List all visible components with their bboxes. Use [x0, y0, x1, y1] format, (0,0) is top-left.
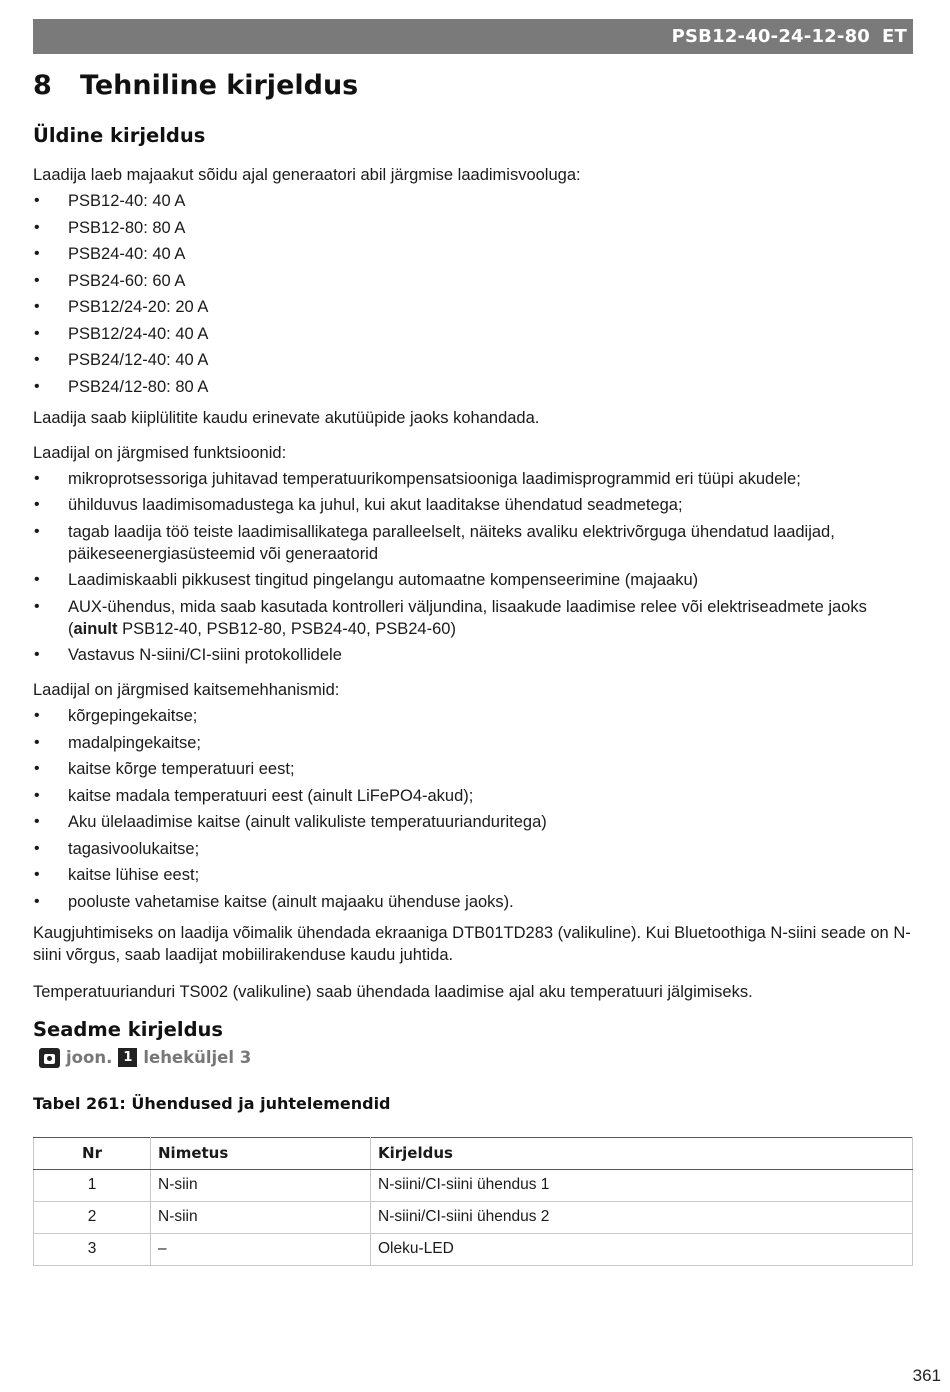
figure-number-badge: 1	[118, 1048, 137, 1067]
list-item: • PSB24-60: 60 A	[33, 270, 915, 292]
table-row	[34, 1233, 913, 1265]
list-item: • PSB24/12-80: 80 A	[33, 376, 915, 398]
column-header-nr: Nr	[34, 1137, 151, 1169]
figref-joon: joon.	[66, 1048, 113, 1067]
general-intro: Laadija laeb majaakut sõidu ajal generaatori abil järgmise laadimisvooluga:	[33, 166, 581, 184]
page-content	[33, 66, 915, 1266]
cell-name: –	[151, 1233, 371, 1265]
list-item: • kaitse madala temperatuuri eest (ainult LiFePO4-akud);	[33, 785, 915, 807]
cell-nr: 3	[34, 1233, 151, 1265]
cell-description: N-siini/CI-siini ühendus 1	[371, 1169, 913, 1201]
list-item: • madalpingekaitse;	[33, 732, 915, 754]
device-heading: Seadme kirjeldus	[33, 1017, 224, 1041]
list-item: • PSB12-80: 80 A	[33, 217, 915, 239]
aux-text: AUX-ühendus, mida saab kasutada kontrolleri väljundina, lisaakude laadimise relee või elektriseadmete jaoks (	[68, 597, 867, 638]
list-item: • PSB12/24-40: 40 A	[33, 323, 915, 345]
sensor-paragraph: Temperatuurianduri TS002 (valikuline) saab ühendada laadimise ajal aku temperatuuri jälgimiseks.	[33, 982, 753, 1001]
list-item: • mikroprotsessoriga juhitavad temperatuurikompensatsiooniga laadimisprogrammid eri tüüpi akudele;	[33, 468, 915, 490]
list-item: • PSB24-40: 40 A	[33, 243, 915, 265]
remote-paragraph: Kaugjuhtimiseks on laadija võimalik ühendada ekraaniga DTB01TD283 (valikuline). Kui Bluetoothiga N-siini seade on N-siini võrgus, saab laadijat mobiilirakenduse kaudu juhtida.	[33, 923, 911, 964]
list-item: • kaitse lühise eest;	[33, 864, 915, 886]
chapter-title-text: Tehniline kirjeldus	[80, 70, 359, 101]
table-row	[34, 1169, 913, 1201]
list-item: • PSB12/24-20: 20 A	[33, 296, 915, 318]
chapter-title	[33, 66, 915, 106]
list-item-aux	[33, 596, 915, 640]
header-model: PSB12-40-24-12-80	[671, 26, 871, 47]
list-item: • tagasivoolukaitse;	[33, 838, 915, 860]
table-caption: Tabel 261: Ühendused ja juhtelemendid	[33, 1093, 391, 1113]
functions-list	[33, 468, 915, 667]
list-item: • kaitse kõrge temperatuuri eest;	[33, 758, 915, 780]
cell-description: N-siini/CI-siini ühendus 2	[371, 1201, 913, 1233]
list-item: • ühilduvus laadimisomadustega ka juhul, kui akut laaditakse ühendatud seadmetega;	[33, 494, 915, 516]
current-list	[33, 190, 915, 398]
figref-page: leheküljel 3	[143, 1048, 252, 1067]
column-header-description: Kirjeldus	[371, 1137, 913, 1169]
table-header-row	[34, 1137, 913, 1169]
protection-list	[33, 705, 915, 913]
figure-reference[interactable]	[39, 1048, 915, 1068]
list-item: • Aku ülelaadimise kaitse (ainult valikuliste temperatuurianduritega)	[33, 811, 915, 833]
connections-table	[33, 1137, 913, 1266]
list-item: • pooluste vahetamise kaitse (ainult majaaku ühenduse jaoks).	[33, 891, 915, 913]
page-number: 361	[912, 1366, 941, 1385]
chapter-number: 8	[33, 70, 52, 101]
list-item: • PSB24/12-40: 40 A	[33, 349, 915, 371]
cell-nr: 1	[34, 1169, 151, 1201]
cell-name: N-siin	[151, 1201, 371, 1233]
list-item: • PSB12-40: 40 A	[33, 190, 915, 212]
column-header-name: Nimetus	[151, 1137, 371, 1169]
general-heading: Üldine kirjeldus	[33, 124, 206, 147]
aux-models: PSB12-40, PSB12-80, PSB24-40, PSB24-60)	[117, 619, 456, 638]
running-header	[33, 19, 913, 54]
camera-icon	[39, 1048, 60, 1068]
list-item: • tagab laadija töö teiste laadimisallikatega paralleelselt, näiteks avaliku elektrivõrguga ühendatud laadijad, päikeseenergiasüsteemid või generaatorid	[33, 521, 915, 565]
table-row	[34, 1201, 913, 1233]
cell-name: N-siin	[151, 1169, 371, 1201]
functions-intro: Laadijal on järgmised funktsioonid:	[33, 443, 287, 462]
cell-nr: 2	[34, 1201, 151, 1233]
cell-description: Oleku-LED	[371, 1233, 913, 1265]
adapt-paragraph: Laadija saab kiiplülitite kaudu erinevate akutüüpide jaoks kohandada.	[33, 408, 540, 427]
header-language: ET	[882, 26, 907, 47]
protection-intro: Laadijal on järgmised kaitsemehhanismid:	[33, 681, 340, 699]
aux-bold: ainult	[73, 619, 118, 638]
list-item: • kõrgepingekaitse;	[33, 705, 915, 727]
list-item: • Vastavus N-siini/CI-siini protokollidele	[33, 644, 915, 666]
list-item: • Laadimiskaabli pikkusest tingitud pingelangu automaatne kompenseerimine (majaaku)	[33, 569, 915, 591]
